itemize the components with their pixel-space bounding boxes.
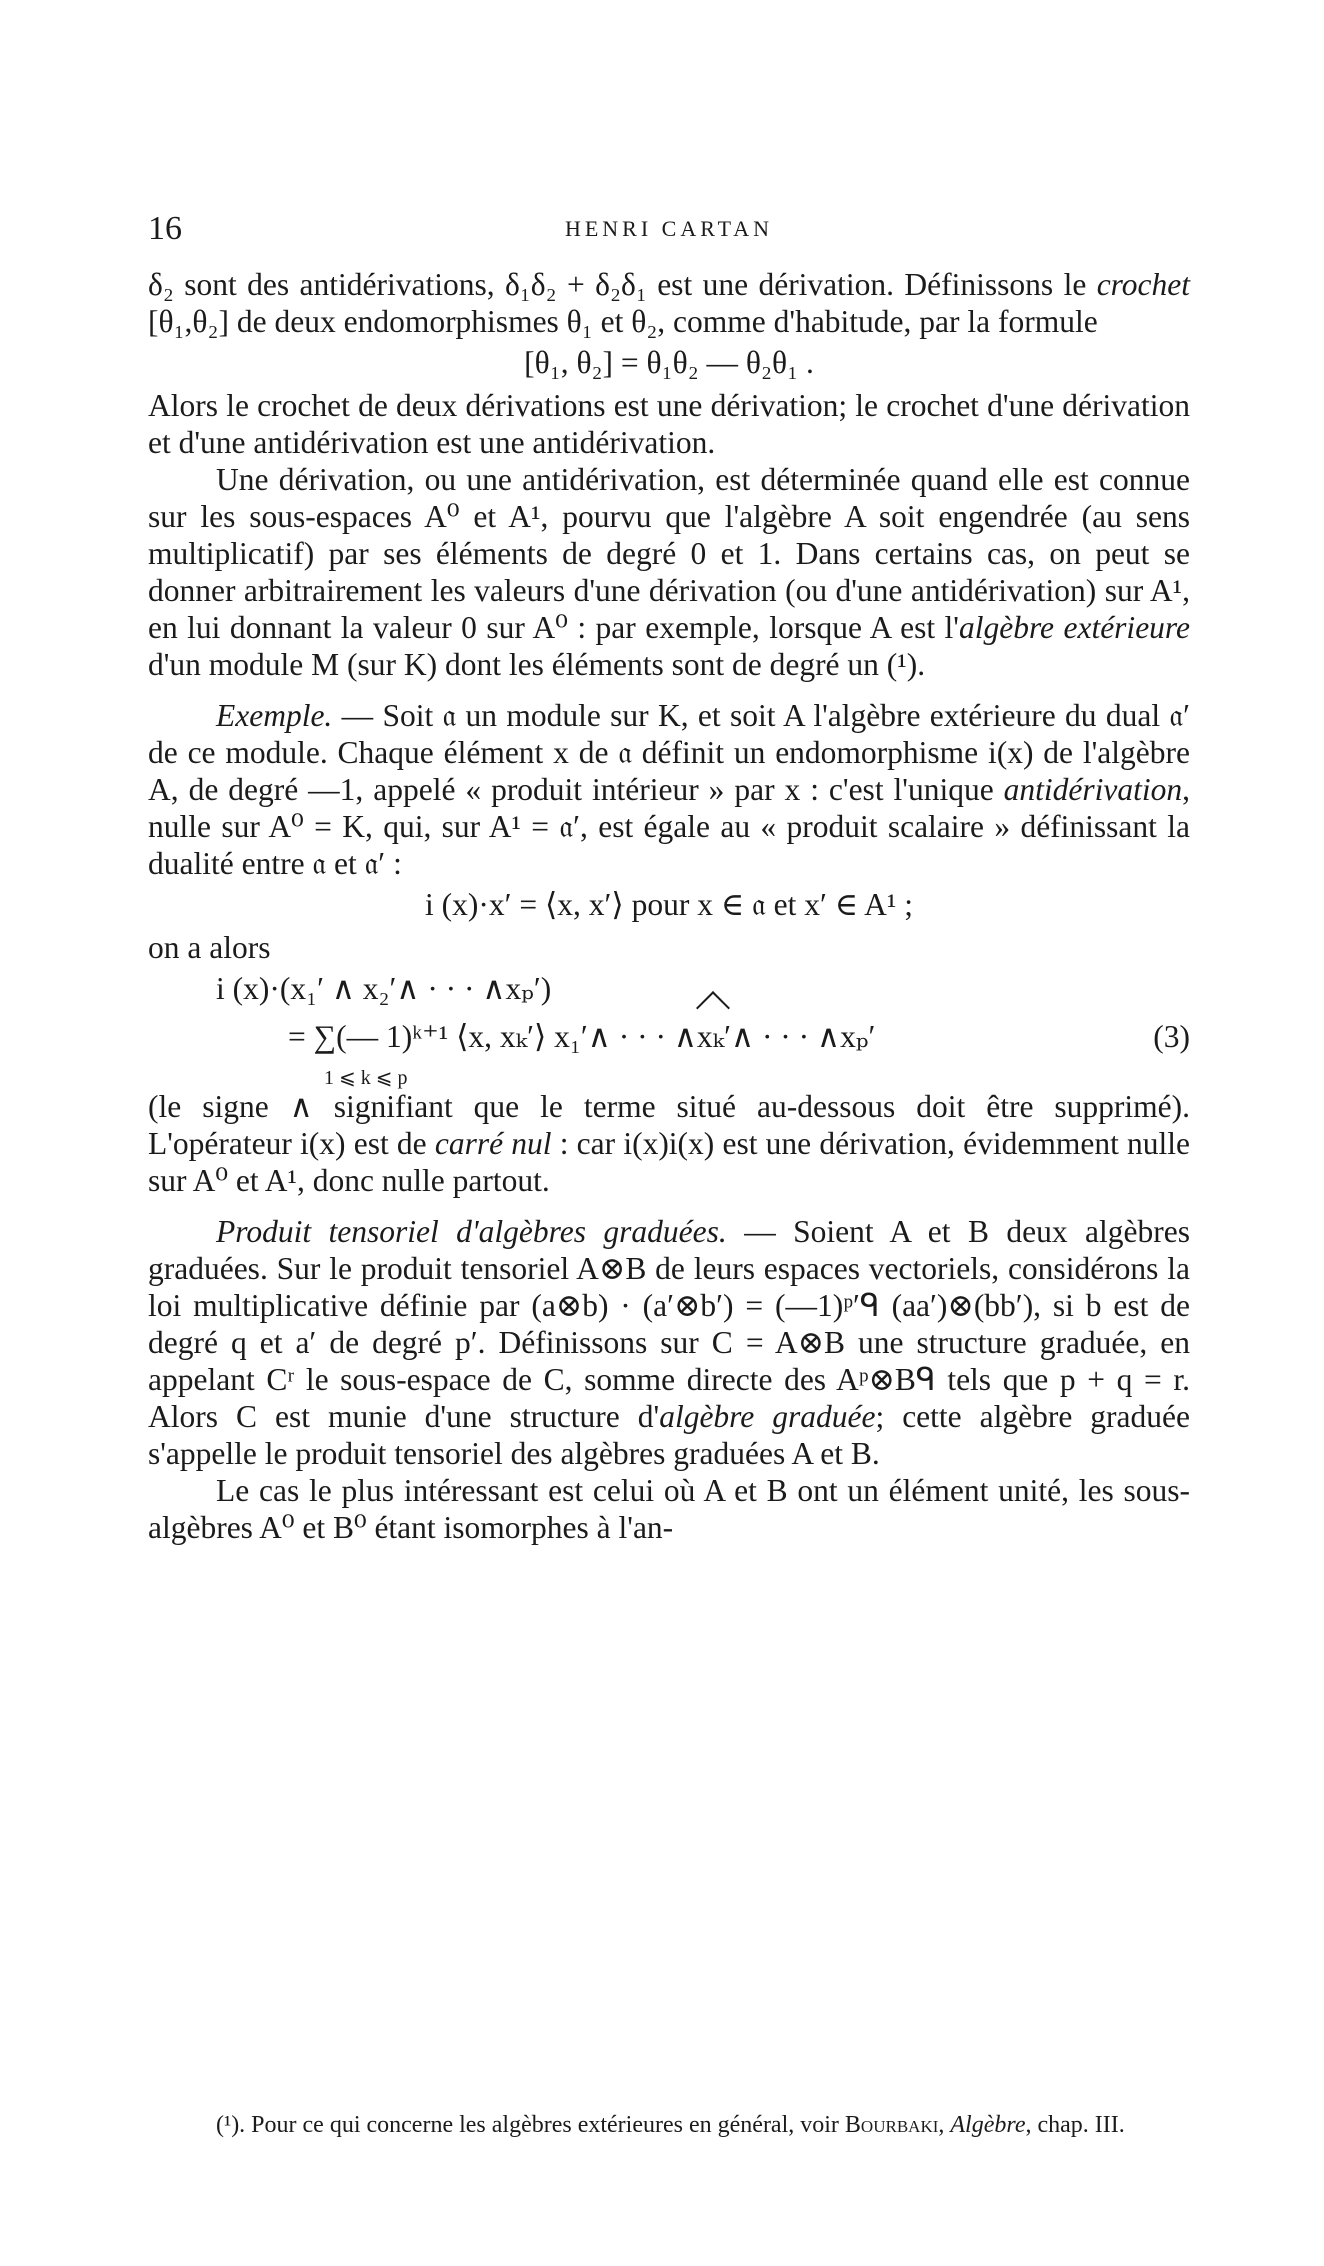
paragraph-4: Exemple. — Soit 𝔞 un module sur K, et soit A l'algèbre extérieure du dual 𝔞′ de ce module. Chaque élément x de 𝔞 définit un endomorphisme i(x) de l'algèbre A, de degré —1, appelé « produit intérieur » par x : c'est l'unique antidérivation, nulle sur A⁰ = K, qui, sur A¹ = 𝔞′, est égale au « produit scalaire » définissant la dualité entre 𝔞 et 𝔞′ : bbox=[148, 698, 1190, 881]
term-antiderivation: antidérivation bbox=[1003, 772, 1183, 807]
page-number: 16 bbox=[148, 210, 182, 247]
term-algebre-graduee: algèbre graduée bbox=[659, 1399, 876, 1434]
running-head: HENRI CARTAN bbox=[564, 216, 774, 241]
term-algebre-exterieure: algèbre extérieure bbox=[958, 610, 1190, 645]
term-carre-nul: carré nul bbox=[434, 1126, 552, 1161]
equation-bracket: [θ₁, θ₂] = θ₁θ₂ — θ₂θ₁ . bbox=[524, 345, 814, 380]
equation-number: (3) bbox=[1153, 1019, 1190, 1054]
paragraph-1: δ₂ sont des antidérivations, δ₁δ₂ + δ₂δ₁ est une dérivation. Définissons le crochet [θ₁,θ₂] de deux endomorphismes θ₁ et θ₂, comme d'habitude, par la formule bbox=[148, 267, 1190, 339]
section-title-produit-tensoriel: Produit tensoriel d'algèbres graduées. bbox=[216, 1214, 727, 1249]
text-on-a-alors: on a alors bbox=[148, 930, 271, 965]
paragraph-6: Produit tensoriel d'algèbres graduées. — Soient A et B deux algèbres graduées. Sur le produit tensoriel A⊗B de leurs espaces vectoriels, considérons la loi multiplicative définie par (a⊗b) · (a′⊗b′) = (—1)ᵖ′ᑫ (aa′)⊗(bb′), si b est de degré q et a′ de degré p′. Définissons sur C = A⊗B une structure graduée, en appelant Cʳ le sous-espace de C, somme directe des Aᵖ⊗Bᑫ tels que p + q = r. Alors C est munie d'une structure d'algèbre graduée; cette algèbre graduée s'appelle le produit tensoriel des algèbres graduées A et B. bbox=[148, 1214, 1190, 1471]
paragraph-7: Le cas le plus intéressant est celui où A et B ont un élément unité, les sous-algèbres A⁰ et B⁰ étant isomorphes à l'an- bbox=[148, 1473, 1190, 1545]
page-header bbox=[148, 210, 1190, 250]
footnote-author: Bourbaki bbox=[844, 2112, 939, 2138]
label-exemple: Exemple. bbox=[216, 698, 333, 733]
footnote: (¹). Pour ce qui concerne les algèbres extérieures en général, voir Bourbaki, Algèbre, chap. III. bbox=[216, 2112, 1125, 2138]
footnote-book: Algèbre bbox=[950, 2112, 1026, 2138]
term-crochet: crochet bbox=[1096, 267, 1190, 302]
paragraph-2: Alors le crochet de deux dérivations est une dérivation; le crochet d'une dérivation et d'une antidérivation est une antidérivation. bbox=[148, 388, 1190, 460]
body-text bbox=[148, 266, 1190, 1546]
equation-3-line-1: i (x)·(x₁′ ∧ x₂′∧ · · · ∧xₚ′) bbox=[216, 971, 552, 1006]
omitted-term: xₖ′ bbox=[696, 1019, 732, 1054]
sum-range: 1 ⩽ k ⩽ p bbox=[324, 1067, 408, 1089]
paragraph-5: (le signe ∧ signifiant que le terme situé au-dessous doit être supprimé). L'opérateur i(x) est de carré nul : car i(x)i(x) est une dérivation, évidemment nulle sur A⁰ et A¹, donc nulle partout. bbox=[148, 1089, 1191, 1198]
paragraph-3: Une dérivation, ou une antidérivation, est déterminée quand elle est connue sur les sous-espaces A⁰ et A¹, pourvu que l'algèbre A soit engendrée (au sens multiplicatif) par ses éléments de degré 0 et 1. Dans certains cas, on peut se donner arbitrairement les valeurs d'une dérivation (ou d'une antidérivation) sur A¹, en lui donnant la valeur 0 sur A⁰ : par exemple, lorsque A est l'algèbre extérieure d'un module M (sur K) dont les éléments sont de degré un (¹). bbox=[148, 462, 1190, 682]
equation-interior-product: i (x)·x′ = ⟨x, x′⟩ pour x ∈ 𝔞 et x′ ∈ A¹ ; bbox=[424, 887, 913, 922]
equation-3-line-2: = ∑(— 1)ᵏ⁺¹ ⟨x, xₖ′⟩ x₁′∧ · · · ∧xₖ′∧ · · · ∧xₚ′ bbox=[288, 1019, 876, 1054]
equation-3 bbox=[148, 970, 1190, 1088]
